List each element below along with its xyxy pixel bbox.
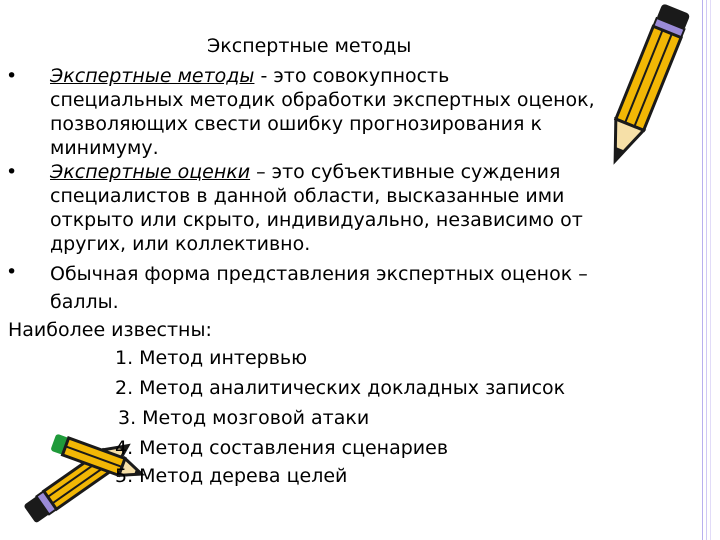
bullet-marker: • bbox=[6, 261, 18, 283]
bullet-item: Экспертные оценки – это субъективные суждения специалистов в данной области, высказанные ими открыто или скрыто, индивидуально, независимо от других, или коллективно. bbox=[50, 161, 583, 255]
bullet-marker: • bbox=[6, 65, 18, 87]
bullet-item: Обычная форма представления экспертных оценок – баллы. bbox=[50, 263, 588, 313]
method-item: 1. Метод интервью bbox=[115, 347, 308, 369]
pencil-icon bbox=[40, 420, 160, 500]
guide-line bbox=[710, 0, 711, 540]
bullet-item: Экспертные методы - это совокупность специальных методик обработки экспертных оценок, позволяющих свести ошибку прогнозирования к минимуму. bbox=[50, 65, 595, 159]
term: Экспертные методы bbox=[50, 65, 255, 87]
known-heading: Наиболее известны: bbox=[8, 319, 212, 341]
bullet-marker: • bbox=[6, 161, 18, 183]
slide-title: Экспертные методы bbox=[207, 35, 412, 57]
method-item: 5. Метод дерева целей bbox=[115, 465, 348, 487]
term: Экспертные оценки bbox=[50, 161, 251, 183]
method-item: 3. Метод мозговой атаки bbox=[118, 407, 370, 429]
method-item: 4. Метод составления сценариев bbox=[115, 437, 449, 459]
method-item: 2. Метод аналитических докладных записок bbox=[115, 377, 566, 399]
